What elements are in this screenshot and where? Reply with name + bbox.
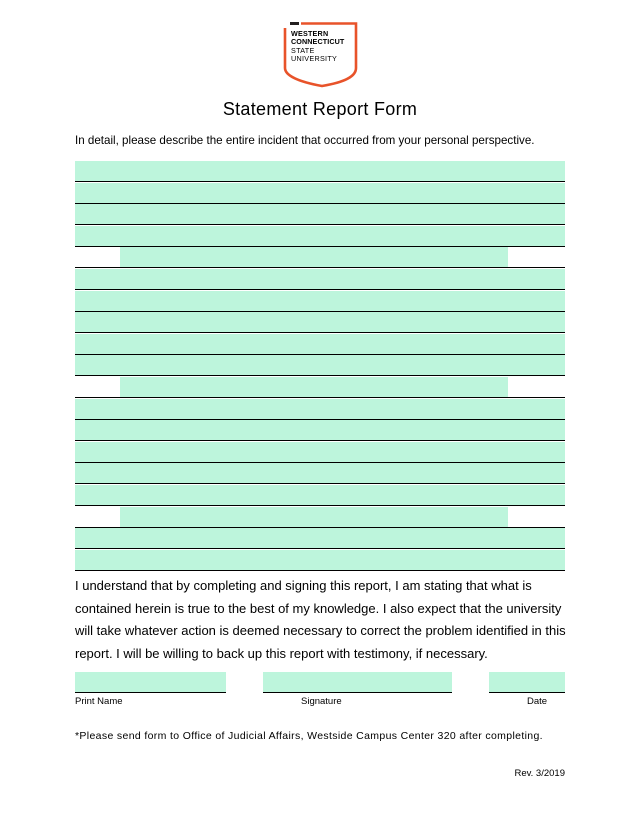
statement-line-fill: [75, 550, 565, 570]
statement-line[interactable]: [75, 183, 565, 204]
statement-line-fill: [75, 226, 565, 246]
statement-line[interactable]: [75, 485, 565, 506]
statement-line-fill: [75, 463, 565, 483]
signature-label: Signature: [301, 696, 342, 707]
statement-line-fill: [75, 183, 565, 203]
statement-line-fill: [75, 161, 565, 181]
statement-line[interactable]: [75, 442, 565, 463]
statement-line[interactable]: [75, 334, 565, 355]
statement-line[interactable]: [75, 377, 565, 398]
statement-line[interactable]: [75, 420, 565, 441]
logo-text-connecticut: CONNECTICUT: [291, 37, 345, 46]
logo-text-university: UNIVERSITY: [291, 54, 338, 63]
statement-line[interactable]: [75, 291, 565, 312]
statement-line[interactable]: [75, 399, 565, 420]
statement-line-fill: [75, 420, 565, 440]
logo-text-state: STATE: [291, 46, 315, 55]
statement-line-fill: [75, 291, 565, 311]
university-logo: [283, 22, 363, 88]
print-name-field[interactable]: [75, 672, 226, 693]
statement-line-fill: [120, 507, 508, 527]
statement-line-fill: [75, 355, 565, 375]
statement-line[interactable]: [75, 312, 565, 333]
form-title: Statement Report Form: [222, 99, 418, 119]
statement-line[interactable]: [75, 161, 565, 182]
statement-line-fill: [75, 334, 565, 354]
date-field[interactable]: [489, 672, 565, 693]
date-label: Date: [527, 696, 548, 707]
statement-line-fill: [75, 204, 565, 224]
statement-line[interactable]: [75, 528, 565, 549]
statement-line[interactable]: [75, 269, 565, 290]
statement-line-fill: [75, 485, 565, 505]
revision-date: Rev. 3/2019: [514, 768, 565, 779]
statement-line[interactable]: [75, 507, 565, 528]
statement-line-fill: [75, 269, 565, 289]
form-instruction: In detail, please describe the entire incident that occurred from your personal perspective.: [75, 134, 535, 147]
statement-line[interactable]: [75, 355, 565, 376]
statement-line-fill: [75, 399, 565, 419]
statement-line-fill: [75, 528, 565, 548]
signature-field[interactable]: [263, 672, 452, 693]
statement-line-fill: [75, 312, 565, 332]
statement-line[interactable]: [75, 226, 565, 247]
statement-line-fill: [75, 442, 565, 462]
print-name-label: Print Name: [75, 696, 123, 707]
statement-line[interactable]: [75, 550, 565, 571]
statement-line[interactable]: [75, 204, 565, 225]
statement-line[interactable]: [75, 463, 565, 484]
logo-text-western: WESTERN: [291, 29, 329, 38]
attestation-paragraph: I understand that by completing and signing this report, I am stating that what is contained herein is true to the best of my knowledge. I also expect that the university will take whatever action is deemed necessary to correct the problem identified in this report. I will be willing to back up this report with testimony, if necessary.: [75, 578, 566, 661]
submission-note: *Please send form to Office of Judicial Affairs, Westside Campus Center 320 after completing.: [75, 730, 543, 742]
statement-line-fill: [120, 377, 508, 397]
statement-line-fill: [120, 247, 508, 267]
statement-line[interactable]: [75, 247, 565, 268]
